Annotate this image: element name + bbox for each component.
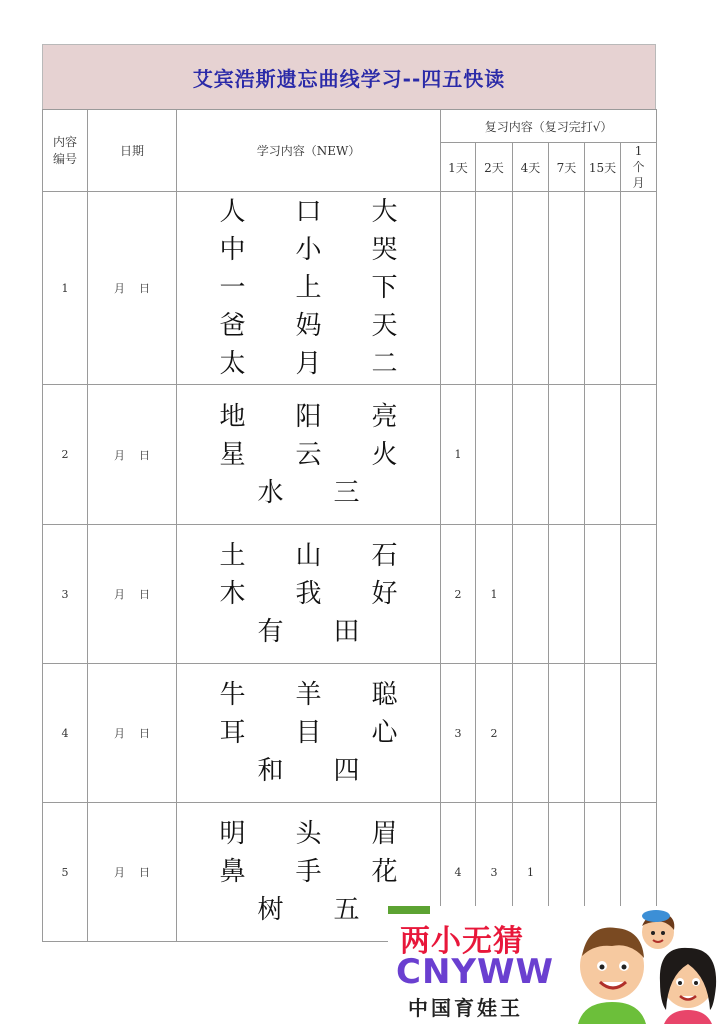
review-cell[interactable]	[549, 385, 585, 525]
row-date[interactable]: 月 日	[88, 385, 177, 525]
char-item: 地	[219, 401, 246, 432]
char-item: 口	[295, 197, 322, 227]
review-sheet	[42, 44, 656, 942]
char-item: 有	[257, 617, 284, 647]
char-item: 石	[371, 541, 398, 571]
review-cell[interactable]: 2	[476, 664, 513, 803]
char-line	[177, 474, 440, 512]
char-item: 鼻	[219, 857, 246, 887]
char-item: 火	[371, 439, 398, 470]
logo-line2: CNYWW	[396, 952, 555, 992]
review-cell[interactable]	[441, 192, 476, 385]
review-day-header: 7天	[549, 143, 585, 192]
char-item: 天	[371, 311, 398, 341]
table-row	[43, 192, 657, 385]
review-day-header: 4天	[513, 143, 549, 192]
char-item: 人	[219, 197, 246, 227]
char-item: 手	[295, 857, 322, 887]
char-item: 目	[295, 718, 322, 748]
logo-line1: 两小无猜	[400, 924, 524, 959]
char-item: 中	[219, 235, 246, 265]
page-title: 艾宾浩斯遗忘曲线学习--四五快读	[192, 66, 506, 91]
header-id: 内容编号	[43, 110, 88, 192]
row-content	[177, 664, 441, 803]
review-cell[interactable]	[476, 385, 513, 525]
char-item: 爸	[219, 311, 246, 341]
char-line	[177, 398, 440, 436]
char-line	[177, 613, 440, 651]
review-cell[interactable]: 1	[476, 525, 513, 664]
review-cell[interactable]: 3	[441, 664, 476, 803]
review-cell[interactable]: 3	[476, 803, 513, 942]
row-date[interactable]: 月 日	[88, 192, 177, 385]
review-cell[interactable]	[549, 192, 585, 385]
char-item: 星	[219, 439, 246, 470]
char-item: 太	[219, 349, 246, 379]
row-content	[177, 525, 441, 664]
header-content: 学习内容（NEW）	[177, 110, 441, 192]
char-line	[177, 345, 440, 383]
row-id: 5	[43, 803, 88, 942]
char-item: 云	[295, 439, 322, 470]
review-day-header: 15天	[585, 143, 621, 192]
review-day-header: 1个月	[621, 143, 657, 192]
char-item: 耳	[219, 718, 246, 748]
char-item: 下	[371, 273, 398, 303]
row-content	[177, 192, 441, 385]
review-cell[interactable]	[621, 385, 657, 525]
char-item: 亮	[371, 401, 398, 432]
review-day-header: 2天	[476, 143, 513, 192]
char-item: 小	[295, 235, 322, 265]
char-item: 大	[371, 197, 398, 227]
row-content	[177, 385, 441, 525]
review-cell[interactable]	[513, 192, 549, 385]
char-item: 妈	[295, 311, 322, 341]
char-item: 月	[295, 349, 322, 379]
char-line	[177, 307, 440, 345]
watermark-logo	[388, 906, 725, 1024]
char-item: 山	[295, 541, 322, 571]
review-cell[interactable]	[585, 385, 621, 525]
review-cell[interactable]: 4	[441, 803, 476, 942]
review-cell[interactable]	[585, 525, 621, 664]
char-item: 上	[295, 273, 322, 303]
row-id: 1	[43, 192, 88, 385]
char-item: 好	[371, 579, 398, 609]
review-cell[interactable]	[476, 192, 513, 385]
review-day-header: 1天	[441, 143, 476, 192]
char-item: 聪	[371, 680, 398, 710]
char-line	[177, 853, 440, 891]
logo-line3: 中国育娃王	[408, 996, 523, 1020]
char-item: 花	[371, 857, 398, 887]
logo-bar	[388, 906, 430, 914]
row-date[interactable]: 月 日	[88, 664, 177, 803]
review-cell[interactable]	[621, 192, 657, 385]
review-cell[interactable]	[585, 664, 621, 803]
review-cell[interactable]	[621, 525, 657, 664]
char-line	[177, 231, 440, 269]
char-line	[177, 676, 440, 714]
char-item: 田	[333, 617, 360, 647]
char-line	[177, 815, 440, 853]
char-item: 土	[219, 541, 246, 571]
row-date[interactable]: 月 日	[88, 525, 177, 664]
review-cell[interactable]	[513, 525, 549, 664]
review-cell[interactable]	[513, 385, 549, 525]
review-cell[interactable]	[549, 664, 585, 803]
char-line	[177, 714, 440, 752]
char-line	[177, 193, 440, 231]
char-item: 我	[295, 579, 322, 609]
char-item: 头	[295, 819, 322, 849]
review-cell[interactable]	[513, 664, 549, 803]
review-cell[interactable]	[585, 192, 621, 385]
row-date[interactable]: 月 日	[88, 803, 177, 942]
table-row	[43, 525, 657, 664]
review-cell[interactable]: 1	[513, 803, 549, 942]
char-item: 一	[219, 273, 246, 303]
char-item: 心	[371, 718, 398, 748]
header-row	[43, 110, 657, 143]
char-item: 木	[219, 579, 246, 609]
char-item: 五	[333, 895, 360, 925]
char-line	[177, 436, 440, 474]
review-cell[interactable]	[549, 525, 585, 664]
title-bar	[42, 44, 656, 109]
char-item: 眉	[371, 819, 398, 849]
review-cell[interactable]: 1	[441, 385, 476, 525]
char-line	[177, 537, 440, 575]
char-item: 二	[371, 349, 398, 379]
char-line	[177, 575, 440, 613]
table-row	[43, 385, 657, 525]
char-item: 三	[333, 477, 360, 508]
row-id: 4	[43, 664, 88, 803]
char-item: 阳	[295, 401, 322, 432]
char-item: 羊	[295, 680, 322, 710]
row-id: 3	[43, 525, 88, 664]
char-line	[177, 752, 440, 790]
char-item: 哭	[371, 235, 398, 265]
char-item: 树	[257, 895, 284, 925]
table-row	[43, 664, 657, 803]
char-item: 和	[257, 756, 284, 786]
char-item: 明	[219, 819, 246, 849]
review-cell[interactable]	[621, 664, 657, 803]
header-review: 复习内容（复习完打√）	[441, 110, 657, 143]
char-item: 四	[333, 756, 360, 786]
review-cell[interactable]: 2	[441, 525, 476, 664]
review-table	[42, 109, 657, 942]
row-id: 2	[43, 385, 88, 525]
char-line	[177, 269, 440, 307]
cartoon-kids-icon	[570, 906, 720, 1024]
header-date: 日期	[88, 110, 177, 192]
char-item: 水	[257, 477, 284, 508]
char-item: 牛	[219, 680, 246, 710]
